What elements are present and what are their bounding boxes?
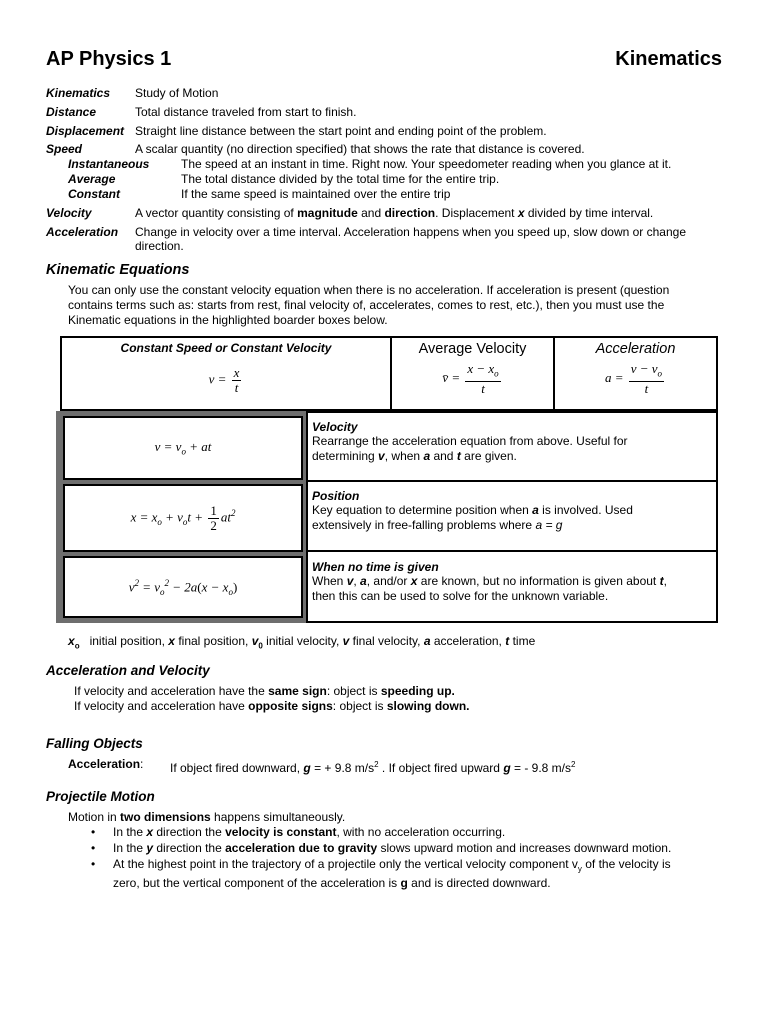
def-desc-velocity: A vector quantity consisting of magnitude and direction. Displacement x divided by time interval. xyxy=(135,206,654,220)
falling-text: If object fired downward, g = + 9.8 $m/s^2$ . If object fired upward g = - 9.8 $m/s^2$ xyxy=(170,760,576,775)
def-desc-kinematics: Study of Motion xyxy=(135,86,219,100)
page-title: AP Physics 1 xyxy=(46,48,172,70)
average-velocity-heading: Average Velocity xyxy=(418,341,527,357)
kinematic-heading: Kinematic Equations xyxy=(46,262,190,278)
def-desc-speed: A scalar quantity (no direction specified) that shows the rate that distance is covered. xyxy=(135,142,585,156)
equation-position: $x = x_o + v_ot$ + $\frac{1}{2}$ $at^2$ xyxy=(65,486,301,550)
projectile-bullet-x: In the x direction the velocity is constant, with no acceleration occurring. xyxy=(113,825,506,839)
constant-equations-table xyxy=(60,336,718,411)
speed-sub-term-constant: Constant xyxy=(68,187,120,201)
speed-sub-term-average: Average xyxy=(68,172,116,186)
def-term-distance: Distance xyxy=(46,105,97,119)
def-term-displacement: Displacement xyxy=(46,124,125,138)
kinematic-intro: You can only use the constant velocity equation when there is no acceleration. If acceleration is present (question contains terms such as: starts from rest, final velocity of, accelerates, comes to rest, etc.), then you must use the Kinematic equations in the highlighted boarder boxes below. xyxy=(68,283,670,327)
def-term-kinematics: Kinematics xyxy=(46,86,111,100)
equation-desc-velocity: Velocity Rearrange the acceleration equation from above. Useful for determining v, when a and t are given. xyxy=(312,420,628,463)
def-desc-displacement: Straight line distance between the start point and ending point of the problem. xyxy=(135,124,547,138)
acceleration-equation: a = $\frac{v - v_o}{t}$ xyxy=(604,361,663,396)
accel-vel-line-2: If velocity and acceleration have opposite signs: object is slowing down. xyxy=(74,699,470,713)
speed-sub-desc-average: The total distance divided by the total time for the entire trip. xyxy=(181,172,500,186)
def-term-speed: Speed xyxy=(46,142,83,156)
topic-title: Kinematics xyxy=(615,48,722,70)
falling-heading: Falling Objects xyxy=(46,736,143,751)
acceleration-heading: Acceleration xyxy=(595,341,676,357)
projectile-bullet-top: At the highest point in the trajectory of a projectile only the vertical velocity component $v_y$ of the velocity is zero, but the vertical component of the acceleration is g and is directed downward. xyxy=(113,857,671,891)
equation-desc-no-time: When no time is given When v, a, and/or x are known, but no information is given about t, then this can be used to solve for the unknown variable. xyxy=(312,560,667,603)
projectile-heading: Projectile Motion xyxy=(46,789,155,804)
equation-velocity: $v = v_o$ + at xyxy=(65,418,301,478)
equation-desc-position: Position Key equation to determine position when a is involved. Used extensively in free-falling problems where a = g xyxy=(312,489,633,532)
def-desc-distance: Total distance traveled from start to finish. xyxy=(135,105,357,119)
constant-velocity-heading: Constant Speed or Constant Velocity xyxy=(120,341,332,355)
accel-vel-heading: Acceleration and Velocity xyxy=(46,663,210,678)
constant-velocity-equation: v = $\frac{x}{t}$ xyxy=(208,365,240,395)
bullet-2: • xyxy=(91,841,96,855)
def-term-velocity: Velocity xyxy=(46,206,92,220)
projectile-bullet-y: In the y direction the acceleration due to gravity slows upward motion and increases downward motion. xyxy=(113,841,672,855)
accel-vel-line-1: If velocity and acceleration have the same sign: object is speeding up. xyxy=(74,684,455,698)
def-term-acceleration: Acceleration xyxy=(46,225,119,239)
average-velocity-equation: v̄ = $\frac{x - x_o}{t}$ xyxy=(442,361,499,396)
def-desc-acceleration: Change in velocity over a time interval. Acceleration happens when you speed up, slow down or change direction. xyxy=(135,225,686,253)
projectile-intro: Motion in two dimensions happens simultaneously. xyxy=(68,810,346,824)
equation-no-time: $v^2 = v_o^2 - 2a(x - x_o)$ xyxy=(65,558,301,616)
speed-sub-term-instantaneous: Instantaneous xyxy=(68,157,150,171)
speed-sub-desc-instantaneous: The speed at an instant in time. Right now. Your speedometer reading when you glance at it. xyxy=(181,157,672,171)
bullet-3: • xyxy=(91,857,96,871)
bullet-1: • xyxy=(91,825,96,839)
variable-legend: $x_o$ initial position, x final position, $v_0$ initial velocity, v final velocity, a acceleration, t time xyxy=(68,634,536,651)
falling-label: Acceleration: xyxy=(68,757,144,771)
speed-sub-desc-constant: If the same speed is maintained over the entire trip xyxy=(181,187,451,201)
